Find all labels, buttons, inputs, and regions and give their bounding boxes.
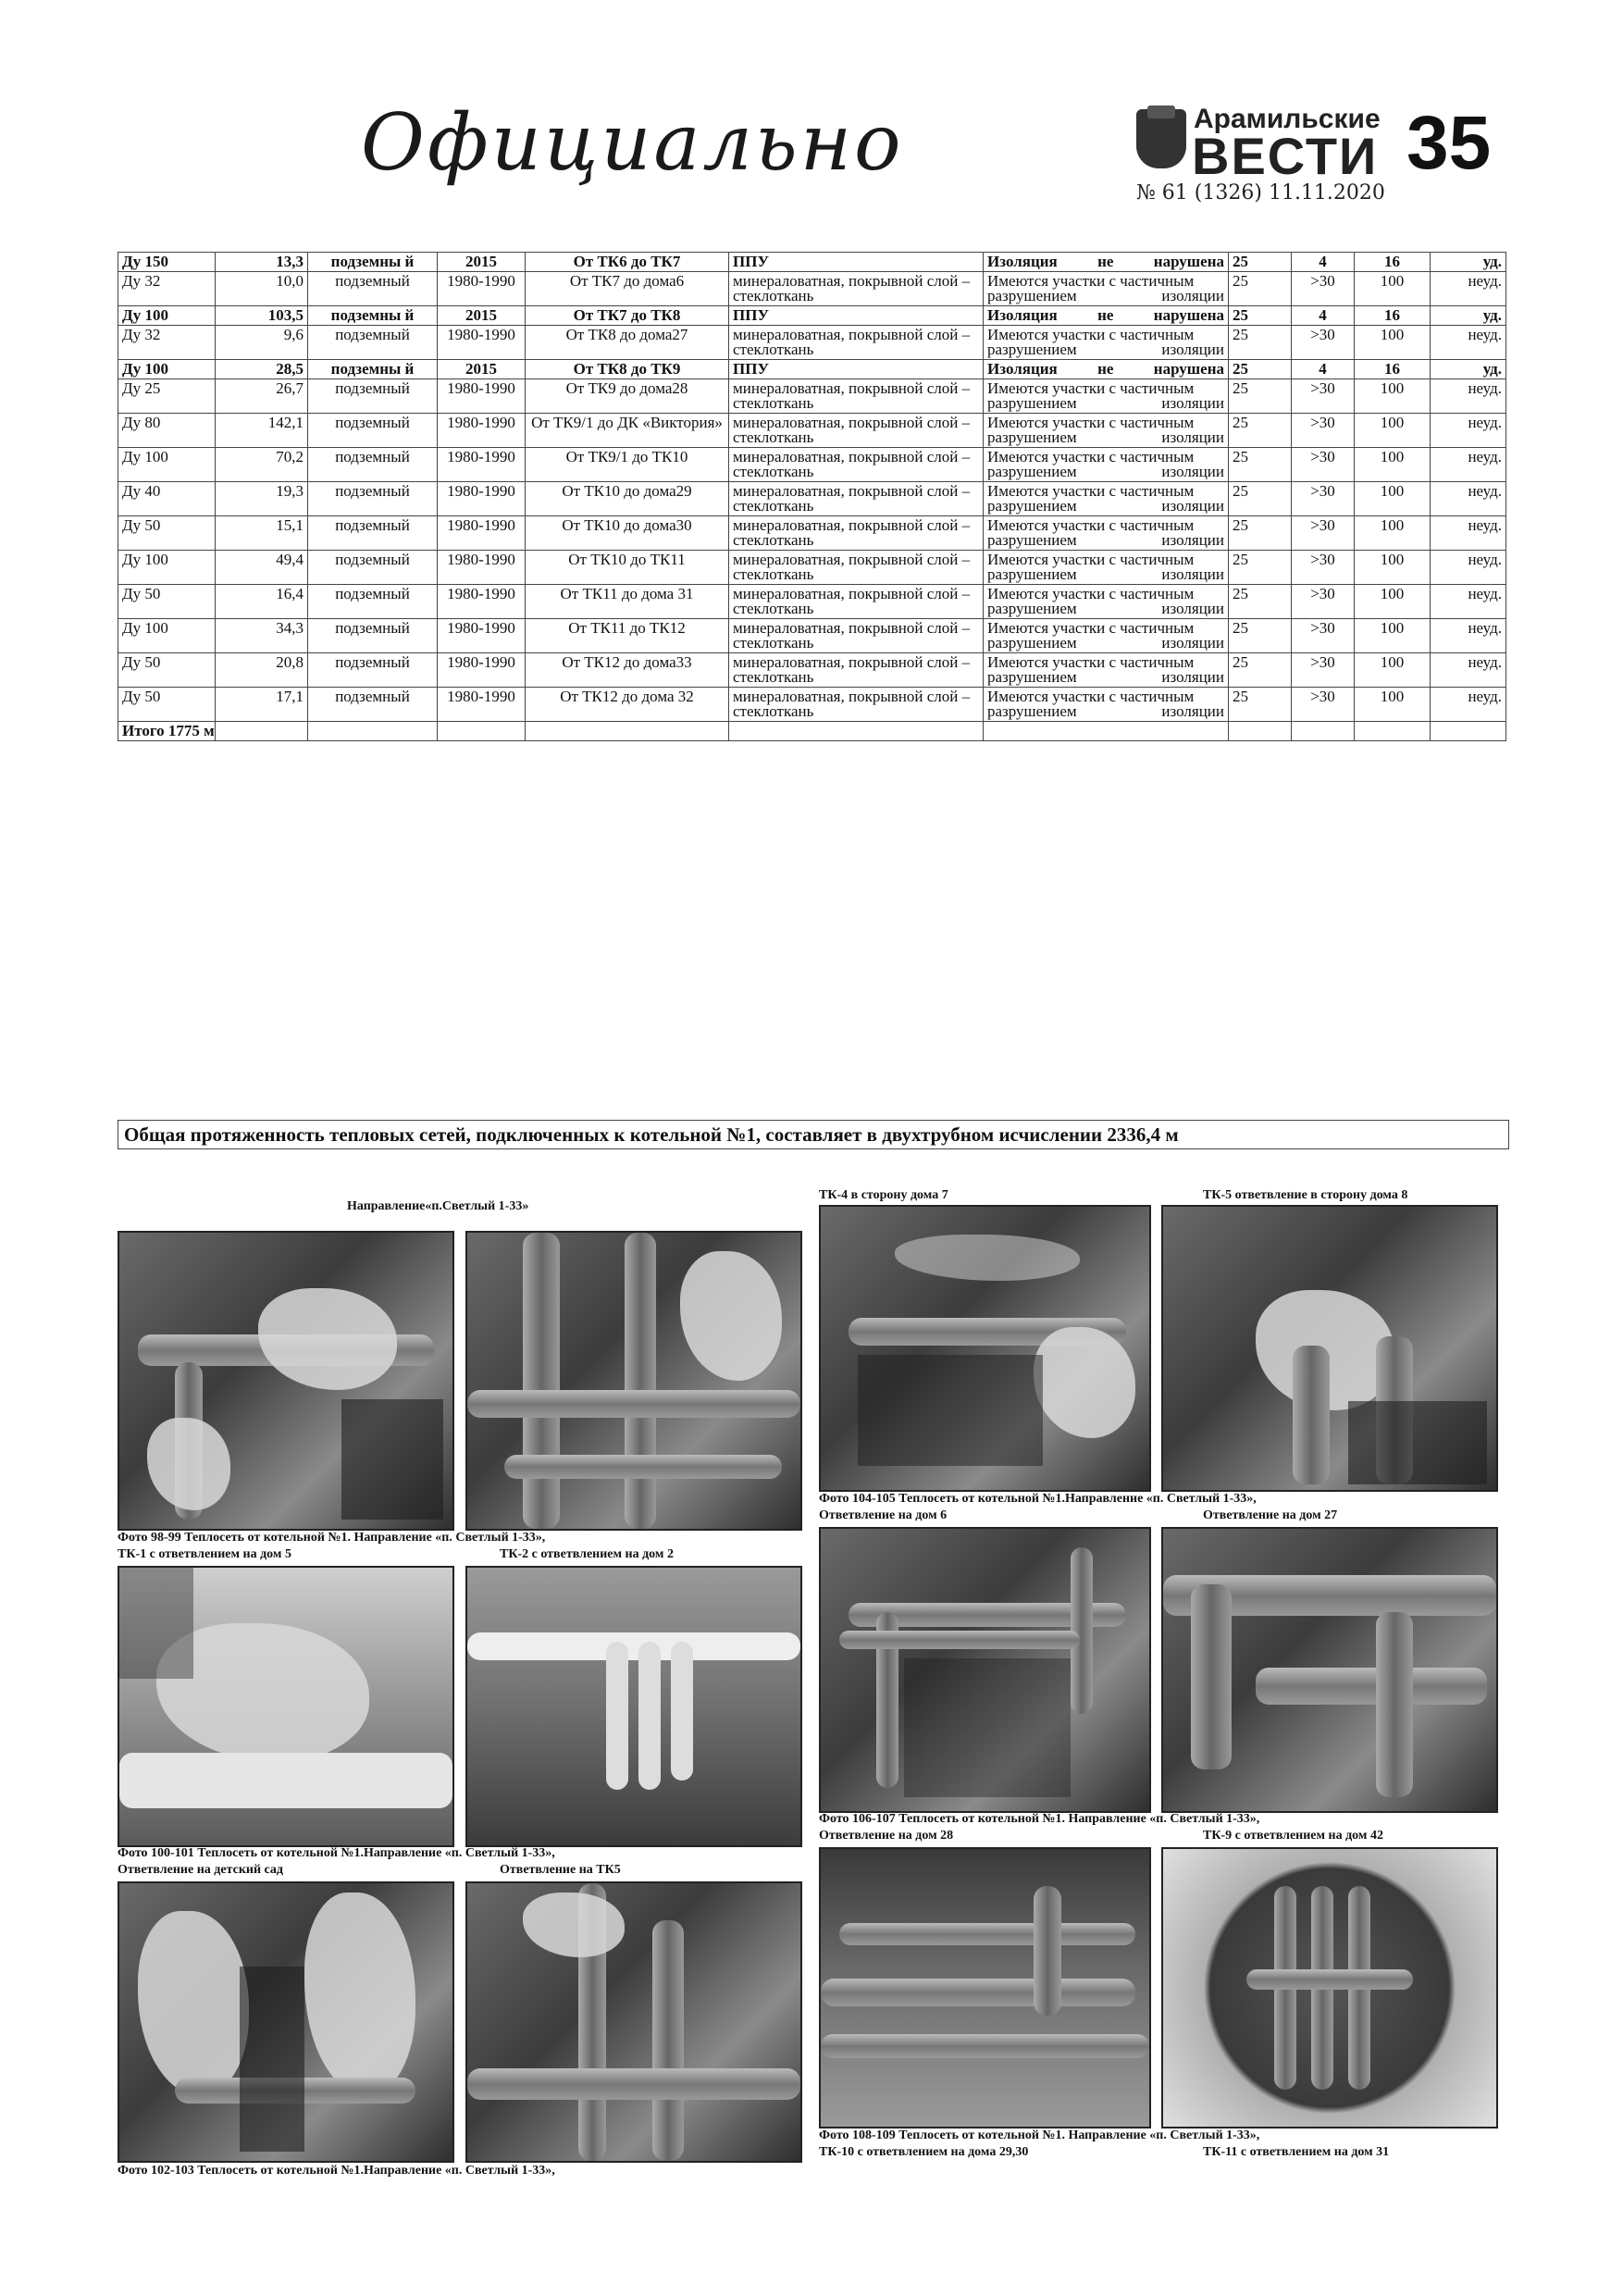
table-row bbox=[118, 551, 1506, 585]
photo-99 bbox=[465, 1231, 802, 1531]
cell-norm-years: 25 bbox=[1229, 379, 1292, 414]
crest-icon bbox=[1136, 109, 1186, 168]
cell-status: уд. bbox=[1431, 306, 1506, 326]
cell-section: От ТК8 до дома27 bbox=[526, 326, 729, 360]
page-number: 35 bbox=[1406, 101, 1492, 185]
caption-104-2a: Ответвление на дом 6 bbox=[819, 1508, 948, 1522]
cell-norm-years: 25 bbox=[1229, 360, 1292, 379]
cell-material: минераловатная, покрывной слой – стеклоткань bbox=[729, 653, 984, 688]
cell-service-years: 4 bbox=[1292, 306, 1355, 326]
caption-100-1: Фото 100-101 Теплосеть от котельной №1.Направление «п. Светлый 1-33», bbox=[118, 1846, 555, 1860]
section-title: Официально bbox=[361, 97, 904, 188]
cell-diameter: Ду 80 bbox=[118, 414, 216, 448]
cell-laying-type: подземный bbox=[308, 619, 438, 653]
cell-section: От ТК8 до ТК9 bbox=[526, 360, 729, 379]
cell-service-years: 4 bbox=[1292, 253, 1355, 272]
cell-wear-percent: 16 bbox=[1355, 253, 1431, 272]
cell-condition: Имеются участки с частичным разрушением изоляции bbox=[984, 272, 1229, 306]
photo-107 bbox=[1161, 1527, 1498, 1813]
cell-length: 20,8 bbox=[216, 653, 308, 688]
cell-laying-type: подземный bbox=[308, 653, 438, 688]
table-row bbox=[118, 448, 1506, 482]
cell-diameter: Ду 25 bbox=[118, 379, 216, 414]
cell-material: минераловатная, покрывной слой – стеклоткань bbox=[729, 379, 984, 414]
cell-diameter: Ду 50 bbox=[118, 653, 216, 688]
caption-100-2a: Ответвление на детский сад bbox=[118, 1863, 283, 1877]
cell-service-years: >30 bbox=[1292, 272, 1355, 306]
cell-wear-percent: 100 bbox=[1355, 414, 1431, 448]
cell-material: минераловатная, покрывной слой – стеклоткань bbox=[729, 551, 984, 585]
cell-year: 1980-1990 bbox=[438, 482, 526, 516]
cell-wear-percent: 100 bbox=[1355, 551, 1431, 585]
table-row bbox=[118, 414, 1506, 448]
cell-status: уд. bbox=[1431, 253, 1506, 272]
cell-condition: Имеются участки с частичным разрушением изоляции bbox=[984, 619, 1229, 653]
cell-norm-years: 25 bbox=[1229, 516, 1292, 551]
cell-year: 1980-1990 bbox=[438, 326, 526, 360]
brand-small: Арамильские bbox=[1194, 104, 1381, 134]
cell-laying-type: подземный bbox=[308, 272, 438, 306]
caption-106-2a: Ответвление на дом 28 bbox=[819, 1829, 954, 1843]
cell-section: От ТК12 до дома33 bbox=[526, 653, 729, 688]
caption-108-2a: ТК-10 с ответвлением на дома 29,30 bbox=[819, 2145, 1029, 2159]
cell-material: минераловатная, покрывной слой – стеклоткань bbox=[729, 516, 984, 551]
photo-102 bbox=[118, 1881, 454, 2163]
cell-length: 9,6 bbox=[216, 326, 308, 360]
cell-diameter: Ду 150 bbox=[118, 253, 216, 272]
cell-wear-percent: 16 bbox=[1355, 306, 1431, 326]
cell-year: 1980-1990 bbox=[438, 448, 526, 482]
cell-length: 26,7 bbox=[216, 379, 308, 414]
cell-service-years: >30 bbox=[1292, 551, 1355, 585]
cell-material: минераловатная, покрывной слой – стеклоткань bbox=[729, 272, 984, 306]
cell-laying-type: подземный bbox=[308, 414, 438, 448]
cell-material: минераловатная, покрывной слой – стеклоткань bbox=[729, 619, 984, 653]
cell-diameter: Ду 100 bbox=[118, 551, 216, 585]
cell-laying-type: подземный bbox=[308, 326, 438, 360]
cell-wear-percent: 100 bbox=[1355, 379, 1431, 414]
cell-diameter: Ду 100 bbox=[118, 448, 216, 482]
cell-year: 2015 bbox=[438, 360, 526, 379]
cell-length: 49,4 bbox=[216, 551, 308, 585]
total-row: Итого 1775 м bbox=[118, 722, 216, 741]
cell-section: От ТК6 до ТК7 bbox=[526, 253, 729, 272]
cell-diameter: Ду 100 bbox=[118, 306, 216, 326]
cell-norm-years: 25 bbox=[1229, 619, 1292, 653]
cell-status: неуд. bbox=[1431, 585, 1506, 619]
cell-length: 19,3 bbox=[216, 482, 308, 516]
cell-condition: Имеются участки с частичным разрушением изоляции bbox=[984, 551, 1229, 585]
cell-section: От ТК10 до дома29 bbox=[526, 482, 729, 516]
cell-material: минераловатная, покрывной слой – стеклоткань bbox=[729, 326, 984, 360]
cell-length: 28,5 bbox=[216, 360, 308, 379]
cell-wear-percent: 100 bbox=[1355, 585, 1431, 619]
photo-108 bbox=[819, 1847, 1151, 2128]
cell-material: ППУ bbox=[729, 306, 984, 326]
cell-condition: Имеются участки с частичным разрушением изоляции bbox=[984, 326, 1229, 360]
cell-condition: Изоляция не нарушена bbox=[984, 360, 1229, 379]
table-row bbox=[118, 379, 1506, 414]
cell-condition: Изоляция не нарушена bbox=[984, 253, 1229, 272]
cell-length: 34,3 bbox=[216, 619, 308, 653]
cell-length: 13,3 bbox=[216, 253, 308, 272]
table-row bbox=[118, 482, 1506, 516]
cell-wear-percent: 100 bbox=[1355, 653, 1431, 688]
table-row bbox=[118, 360, 1506, 379]
caption-102-1: Фото 102-103 Теплосеть от котельной №1.Направление «п. Светлый 1-33», bbox=[118, 2164, 555, 2178]
cell-material: ППУ bbox=[729, 360, 984, 379]
photo-103 bbox=[465, 1881, 802, 2163]
cell-year: 1980-1990 bbox=[438, 619, 526, 653]
cell-status: неуд. bbox=[1431, 516, 1506, 551]
cell-year: 1980-1990 bbox=[438, 379, 526, 414]
cell-wear-percent: 100 bbox=[1355, 619, 1431, 653]
cell-norm-years: 25 bbox=[1229, 414, 1292, 448]
cell-diameter: Ду 100 bbox=[118, 360, 216, 379]
cell-norm-years: 25 bbox=[1229, 448, 1292, 482]
cell-wear-percent: 100 bbox=[1355, 482, 1431, 516]
cell-year: 1980-1990 bbox=[438, 688, 526, 722]
cell-norm-years: 25 bbox=[1229, 653, 1292, 688]
tk5-caption: ТК-5 ответвление в сторону дома 8 bbox=[1203, 1188, 1408, 1202]
cell-length: 10,0 bbox=[216, 272, 308, 306]
direction-caption: Направление«п.Светлый 1-33» bbox=[347, 1199, 529, 1213]
cell-diameter: Ду 32 bbox=[118, 326, 216, 360]
cell-section: От ТК9/1 до ДК «Виктория» bbox=[526, 414, 729, 448]
cell-material: минераловатная, покрывной слой – стеклоткань bbox=[729, 482, 984, 516]
cell-status: неуд. bbox=[1431, 448, 1506, 482]
cell-norm-years: 25 bbox=[1229, 272, 1292, 306]
cell-service-years: >30 bbox=[1292, 414, 1355, 448]
cell-wear-percent: 100 bbox=[1355, 326, 1431, 360]
cell-service-years: >30 bbox=[1292, 482, 1355, 516]
cell-diameter: Ду 40 bbox=[118, 482, 216, 516]
cell-year: 1980-1990 bbox=[438, 414, 526, 448]
cell-norm-years: 25 bbox=[1229, 482, 1292, 516]
cell-norm-years: 25 bbox=[1229, 688, 1292, 722]
cell-laying-type: подземны й bbox=[308, 253, 438, 272]
caption-98-2a: ТК-1 с ответвлением на дом 5 bbox=[118, 1547, 291, 1561]
table-row bbox=[118, 306, 1506, 326]
caption-108-1: Фото 108-109 Теплосеть от котельной №1. Направление «п. Светлый 1-33», bbox=[819, 2128, 1260, 2142]
brand-big: ВЕСТИ bbox=[1192, 127, 1379, 185]
cell-material: минераловатная, покрывной слой – стеклоткань bbox=[729, 688, 984, 722]
summary-row: Общая протяженность тепловых сетей, подключенных к котельной №1, составляет в двухтрубном исчислении 2336,4 м bbox=[118, 1120, 1509, 1149]
cell-length: 16,4 bbox=[216, 585, 308, 619]
tk4-caption: ТК-4 в сторону дома 7 bbox=[819, 1188, 948, 1202]
cell-wear-percent: 100 bbox=[1355, 688, 1431, 722]
cell-status: неуд. bbox=[1431, 619, 1506, 653]
cell-norm-years: 25 bbox=[1229, 551, 1292, 585]
cell-year: 1980-1990 bbox=[438, 653, 526, 688]
cell-laying-type: подземный bbox=[308, 448, 438, 482]
cell-material: минераловатная, покрывной слой – стеклоткань bbox=[729, 414, 984, 448]
cell-service-years: >30 bbox=[1292, 688, 1355, 722]
cell-length: 70,2 bbox=[216, 448, 308, 482]
cell-status: неуд. bbox=[1431, 326, 1506, 360]
cell-length: 103,5 bbox=[216, 306, 308, 326]
cell-material: ППУ bbox=[729, 253, 984, 272]
cell-section: От ТК9/1 до ТК10 bbox=[526, 448, 729, 482]
cell-status: неуд. bbox=[1431, 653, 1506, 688]
cell-laying-type: подземный bbox=[308, 688, 438, 722]
table-row bbox=[118, 585, 1506, 619]
cell-laying-type: подземны й bbox=[308, 360, 438, 379]
cell-laying-type: подземный bbox=[308, 585, 438, 619]
cell-norm-years: 25 bbox=[1229, 326, 1292, 360]
caption-106-2b: ТК-9 с ответвлением на дом 42 bbox=[1203, 1829, 1383, 1843]
photo-105 bbox=[1161, 1205, 1498, 1492]
photo-100 bbox=[118, 1566, 454, 1847]
caption-108-2b: ТК-11 с ответвлением на дом 31 bbox=[1203, 2145, 1390, 2159]
cell-diameter: Ду 50 bbox=[118, 688, 216, 722]
cell-status: неуд. bbox=[1431, 414, 1506, 448]
cell-norm-years: 25 bbox=[1229, 253, 1292, 272]
table-row bbox=[118, 653, 1506, 688]
cell-section: От ТК11 до ТК12 bbox=[526, 619, 729, 653]
table-row bbox=[118, 253, 1506, 272]
cell-length: 17,1 bbox=[216, 688, 308, 722]
cell-service-years: >30 bbox=[1292, 619, 1355, 653]
cell-status: неуд. bbox=[1431, 379, 1506, 414]
cell-service-years: >30 bbox=[1292, 585, 1355, 619]
caption-98-2b: ТК-2 с ответвлением на дом 2 bbox=[500, 1547, 674, 1561]
cell-laying-type: подземный bbox=[308, 379, 438, 414]
cell-material: минераловатная, покрывной слой – стеклоткань bbox=[729, 448, 984, 482]
caption-104-2b: Ответвление на дом 27 bbox=[1203, 1508, 1338, 1522]
cell-section: От ТК10 до ТК11 bbox=[526, 551, 729, 585]
cell-year: 1980-1990 bbox=[438, 585, 526, 619]
photo-104 bbox=[819, 1205, 1151, 1492]
caption-104-1: Фото 104-105 Теплосеть от котельной №1.Направление «п. Светлый 1-33», bbox=[819, 1492, 1257, 1506]
cell-section: От ТК7 до ТК8 bbox=[526, 306, 729, 326]
cell-section: От ТК11 до дома 31 bbox=[526, 585, 729, 619]
cell-service-years: 4 bbox=[1292, 360, 1355, 379]
photo-109 bbox=[1161, 1847, 1498, 2128]
caption-106-1: Фото 106-107 Теплосеть от котельной №1. Направление «п. Светлый 1-33», bbox=[819, 1812, 1260, 1826]
cell-condition: Имеются участки с частичным разрушением изоляции bbox=[984, 653, 1229, 688]
table-row bbox=[118, 516, 1506, 551]
cell-diameter: Ду 50 bbox=[118, 585, 216, 619]
cell-status: неуд. bbox=[1431, 482, 1506, 516]
photo-98 bbox=[118, 1231, 454, 1531]
caption-98-1: Фото 98-99 Теплосеть от котельной №1. Направление «п. Светлый 1-33», bbox=[118, 1531, 546, 1545]
cell-year: 1980-1990 bbox=[438, 516, 526, 551]
cell-section: От ТК9 до дома28 bbox=[526, 379, 729, 414]
table-row bbox=[118, 272, 1506, 306]
cell-wear-percent: 100 bbox=[1355, 516, 1431, 551]
cell-year: 2015 bbox=[438, 253, 526, 272]
cell-year: 1980-1990 bbox=[438, 551, 526, 585]
cell-laying-type: подземный bbox=[308, 482, 438, 516]
cell-condition: Имеются участки с частичным разрушением изоляции bbox=[984, 516, 1229, 551]
cell-service-years: >30 bbox=[1292, 379, 1355, 414]
cell-year: 1980-1990 bbox=[438, 272, 526, 306]
photo-106 bbox=[819, 1527, 1151, 1813]
cell-diameter: Ду 100 bbox=[118, 619, 216, 653]
cell-section: От ТК10 до дома30 bbox=[526, 516, 729, 551]
cell-status: неуд. bbox=[1431, 272, 1506, 306]
cell-condition: Имеются участки с частичным разрушением изоляции bbox=[984, 414, 1229, 448]
cell-norm-years: 25 bbox=[1229, 306, 1292, 326]
cell-service-years: >30 bbox=[1292, 448, 1355, 482]
caption-100-2b: Ответвление на ТК5 bbox=[500, 1863, 621, 1877]
cell-norm-years: 25 bbox=[1229, 585, 1292, 619]
cell-length: 15,1 bbox=[216, 516, 308, 551]
cell-service-years: >30 bbox=[1292, 653, 1355, 688]
cell-service-years: >30 bbox=[1292, 326, 1355, 360]
cell-material: минераловатная, покрывной слой – стеклоткань bbox=[729, 585, 984, 619]
table-row bbox=[118, 619, 1506, 653]
table-row bbox=[118, 326, 1506, 360]
cell-laying-type: подземны й bbox=[308, 306, 438, 326]
cell-condition: Изоляция не нарушена bbox=[984, 306, 1229, 326]
cell-condition: Имеются участки с частичным разрушением изоляции bbox=[984, 688, 1229, 722]
cell-laying-type: подземный bbox=[308, 551, 438, 585]
cell-section: От ТК7 до дома6 bbox=[526, 272, 729, 306]
cell-diameter: Ду 32 bbox=[118, 272, 216, 306]
cell-condition: Имеются участки с частичным разрушением изоляции bbox=[984, 585, 1229, 619]
heat-network-table bbox=[118, 252, 1506, 741]
cell-condition: Имеются участки с частичным разрушением изоляции bbox=[984, 448, 1229, 482]
cell-service-years: >30 bbox=[1292, 516, 1355, 551]
cell-status: неуд. bbox=[1431, 688, 1506, 722]
cell-year: 2015 bbox=[438, 306, 526, 326]
cell-section: От ТК12 до дома 32 bbox=[526, 688, 729, 722]
issue-number: № 61 (1326) 11.11.2020 bbox=[1136, 181, 1385, 205]
table-row bbox=[118, 688, 1506, 722]
cell-condition: Имеются участки с частичным разрушением изоляции bbox=[984, 379, 1229, 414]
cell-wear-percent: 16 bbox=[1355, 360, 1431, 379]
cell-length: 142,1 bbox=[216, 414, 308, 448]
cell-wear-percent: 100 bbox=[1355, 448, 1431, 482]
cell-status: уд. bbox=[1431, 360, 1506, 379]
photo-101 bbox=[465, 1566, 802, 1847]
cell-condition: Имеются участки с частичным разрушением изоляции bbox=[984, 482, 1229, 516]
cell-status: неуд. bbox=[1431, 551, 1506, 585]
cell-laying-type: подземный bbox=[308, 516, 438, 551]
cell-wear-percent: 100 bbox=[1355, 272, 1431, 306]
cell-diameter: Ду 50 bbox=[118, 516, 216, 551]
